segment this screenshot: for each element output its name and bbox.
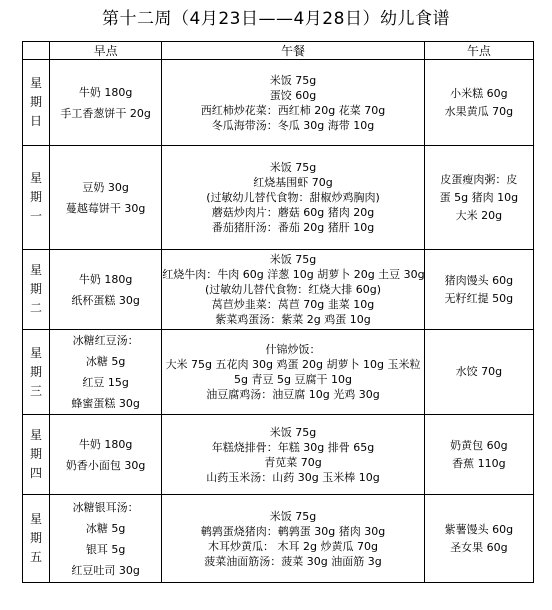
- lunch-cell-line: 米饭 75g: [269, 509, 317, 523]
- breakfast-cell: [50, 495, 162, 583]
- breakfast-cell-line: 红豆吐司 30g: [71, 563, 140, 577]
- menu-row: [23, 146, 534, 250]
- menu-table: [22, 41, 534, 583]
- snack-cell-line: 皮蛋瘦肉粥：皮: [440, 172, 518, 186]
- snack-cell-line: 奶黄包 60g: [450, 438, 508, 452]
- lunch-cell-line: (过敏幼儿替代食物：红烧大排 60g): [204, 283, 382, 296]
- snack-cell-line: 大米 20g: [455, 208, 503, 222]
- breakfast-cell-line: 纸杯蛋糕 30g: [71, 293, 140, 307]
- lunch-cell-line: 青苋菜 70g: [264, 455, 322, 469]
- menu-row: [23, 60, 534, 146]
- breakfast-cell-line: 冰糖 5g: [85, 521, 126, 535]
- breakfast-cell-line: 手工香葱饼干 20g: [60, 106, 151, 120]
- snack-cell-line: 圣女果 60g: [450, 540, 508, 554]
- snack-cell-line: 蛋 5g 猪肉 10g: [439, 190, 519, 204]
- weekday-cell: [23, 415, 50, 495]
- lunch-cell-line: (过敏幼儿替代食物：甜椒炒鸡胸肉): [206, 191, 380, 204]
- snack-cell-line: 无籽红提 50g: [444, 291, 514, 305]
- weekday-char: 四: [30, 466, 43, 480]
- lunch-cell-line: 莴苣炒韭菜：莴苣 70g 韭菜 10g: [211, 298, 375, 311]
- weekday-char: 三: [30, 383, 43, 398]
- weekday-char: 期: [30, 282, 43, 296]
- lunch-cell-line: 木耳炒黄瓜： 木耳 2g 炒黄瓜 70g: [208, 539, 378, 553]
- breakfast-cell-line: 冰糖银耳汤：: [72, 500, 139, 514]
- snack-cell-line: 紫薯馒头 60g: [444, 522, 514, 536]
- breakfast-cell: [50, 330, 162, 415]
- weekday-cell: [23, 495, 50, 583]
- lunch-cell: [162, 146, 425, 250]
- weekday-char: 星: [30, 512, 43, 526]
- header-lunch: 午餐: [162, 42, 425, 60]
- page-title: 第十二周（4月23日——4月28日）幼儿食谱: [102, 9, 450, 29]
- lunch-cell-line: 大米 75g 五花肉 30g 鸡蛋 20g 胡萝卜 10g 玉米粒: [165, 358, 421, 371]
- lunch-cell-line: 红烧基围虾 70g: [253, 176, 333, 189]
- breakfast-cell-line: 冰糖 5g: [85, 355, 126, 368]
- snack-cell-line: 香蕉 110g: [452, 456, 506, 470]
- breakfast-cell-line: 红豆 15g: [82, 376, 129, 389]
- snack-cell-line: 猪肉馒头 60g: [444, 273, 514, 287]
- lunch-cell-line: 菠菜油面筋汤：菠菜 30g 油面筋 3g: [204, 554, 382, 568]
- lunch-cell: [162, 60, 425, 146]
- weekday-char: 一: [30, 209, 43, 223]
- breakfast-cell-line: 蜂蜜蛋糕 30g: [71, 397, 140, 410]
- breakfast-cell: [50, 60, 162, 146]
- breakfast-cell: [50, 415, 162, 495]
- lunch-cell-line: 米饭 75g: [269, 253, 317, 266]
- weekday-cell: [23, 250, 50, 330]
- lunch-cell-line: 西红柿炒花菜：西红柿 20g 花菜 70g: [200, 103, 386, 117]
- lunch-cell-line: 冬瓜海带汤：冬瓜 30g 海带 10g: [211, 118, 375, 132]
- weekday-cell: [23, 60, 50, 146]
- lunch-cell-line: 蘑菇炒肉片：蘑菇 60g 猪肉 20g: [211, 206, 375, 219]
- weekday-char: 期: [30, 95, 43, 109]
- lunch-cell-line: 米饭 75g: [269, 425, 317, 439]
- lunch-cell-line: 5g 青豆 5g 豆腐干 10g: [234, 373, 352, 386]
- breakfast-cell-line: 银耳 5g: [85, 542, 126, 556]
- lunch-cell-line: 紫菜鸡蛋汤：紫菜 2g 鸡蛋 10g: [215, 313, 371, 326]
- header-breakfast: 早点: [50, 42, 162, 60]
- weekday-char: 星: [30, 345, 43, 360]
- breakfast-cell-line: 蔓越莓饼干 30g: [65, 201, 146, 215]
- lunch-cell: [162, 495, 425, 583]
- weekday-char: 期: [30, 364, 43, 379]
- weekday-cell: [23, 330, 50, 415]
- weekday-char: 二: [30, 301, 43, 315]
- lunch-cell-line: 番茄猪肝汤：番茄 20g 猪肝 10g: [211, 221, 375, 234]
- snack-cell: [424, 146, 533, 250]
- lunch-cell-line: 蛋饺 60g: [269, 88, 317, 102]
- snack-cell: [424, 250, 533, 330]
- breakfast-cell-line: 豆奶 30g: [82, 180, 129, 194]
- breakfast-cell-line: 冰糖红豆汤：: [72, 334, 139, 347]
- breakfast-cell-line: 牛奶 180g: [78, 272, 133, 286]
- lunch-cell-line: 油豆腐鸡汤：油豆腐 10g 光鸡 30g: [206, 388, 380, 401]
- lunch-cell-line: 年糕烧排骨：年糕 30g 排骨 65g: [211, 440, 375, 454]
- weekday-char: 星: [30, 171, 43, 185]
- weekday-char: 五: [30, 550, 43, 564]
- breakfast-cell-line: 牛奶 180g: [78, 85, 133, 99]
- snack-cell-line: 水饺 70g: [455, 365, 503, 378]
- lunch-cell-line: 山药玉米汤：山药 30g 玉米棒 10g: [206, 470, 380, 484]
- lunch-cell-line: 米饭 75g: [269, 161, 317, 174]
- snack-cell: [424, 495, 533, 583]
- breakfast-cell: [50, 250, 162, 330]
- menu-row: [23, 330, 534, 415]
- lunch-cell-line: 鹌鹑蛋烧猪肉：鹌鹑蛋 30g 猪肉 30g: [200, 524, 386, 538]
- snack-cell: [424, 415, 533, 495]
- weekday-char: 期: [30, 531, 43, 545]
- snack-cell-line: 小米糕 60g: [450, 86, 508, 100]
- snack-cell: [424, 60, 533, 146]
- menu-row: [23, 495, 534, 583]
- lunch-cell-line: 什锦炒饭：: [265, 343, 321, 356]
- breakfast-cell-line: 奶香小面包 30g: [65, 458, 146, 472]
- menu-row: [23, 250, 534, 330]
- lunch-cell-line: 米饭 75g: [269, 73, 317, 87]
- header-day: [23, 42, 50, 60]
- header-snack: 午点: [424, 42, 533, 60]
- breakfast-cell: [50, 146, 162, 250]
- snack-cell: [424, 330, 533, 415]
- header-row: [23, 42, 534, 60]
- weekday-cell: [23, 146, 50, 250]
- weekday-char: 日: [30, 114, 43, 128]
- weekday-char: 星: [30, 76, 43, 90]
- weekday-char: 期: [30, 447, 43, 461]
- weekday-char: 星: [30, 428, 43, 442]
- lunch-cell: [162, 415, 425, 495]
- weekday-char: 期: [30, 190, 43, 204]
- menu-row: [23, 415, 534, 495]
- snack-cell-line: 水果黄瓜 70g: [444, 104, 514, 118]
- lunch-cell: [162, 330, 425, 415]
- breakfast-cell-line: 牛奶 180g: [78, 437, 133, 451]
- weekday-char: 星: [30, 263, 43, 277]
- lunch-cell-line: 红烧牛肉：牛肉 60g 洋葱 10g 胡萝卜 20g 土豆 30g: [162, 268, 425, 281]
- lunch-cell: [162, 250, 425, 330]
